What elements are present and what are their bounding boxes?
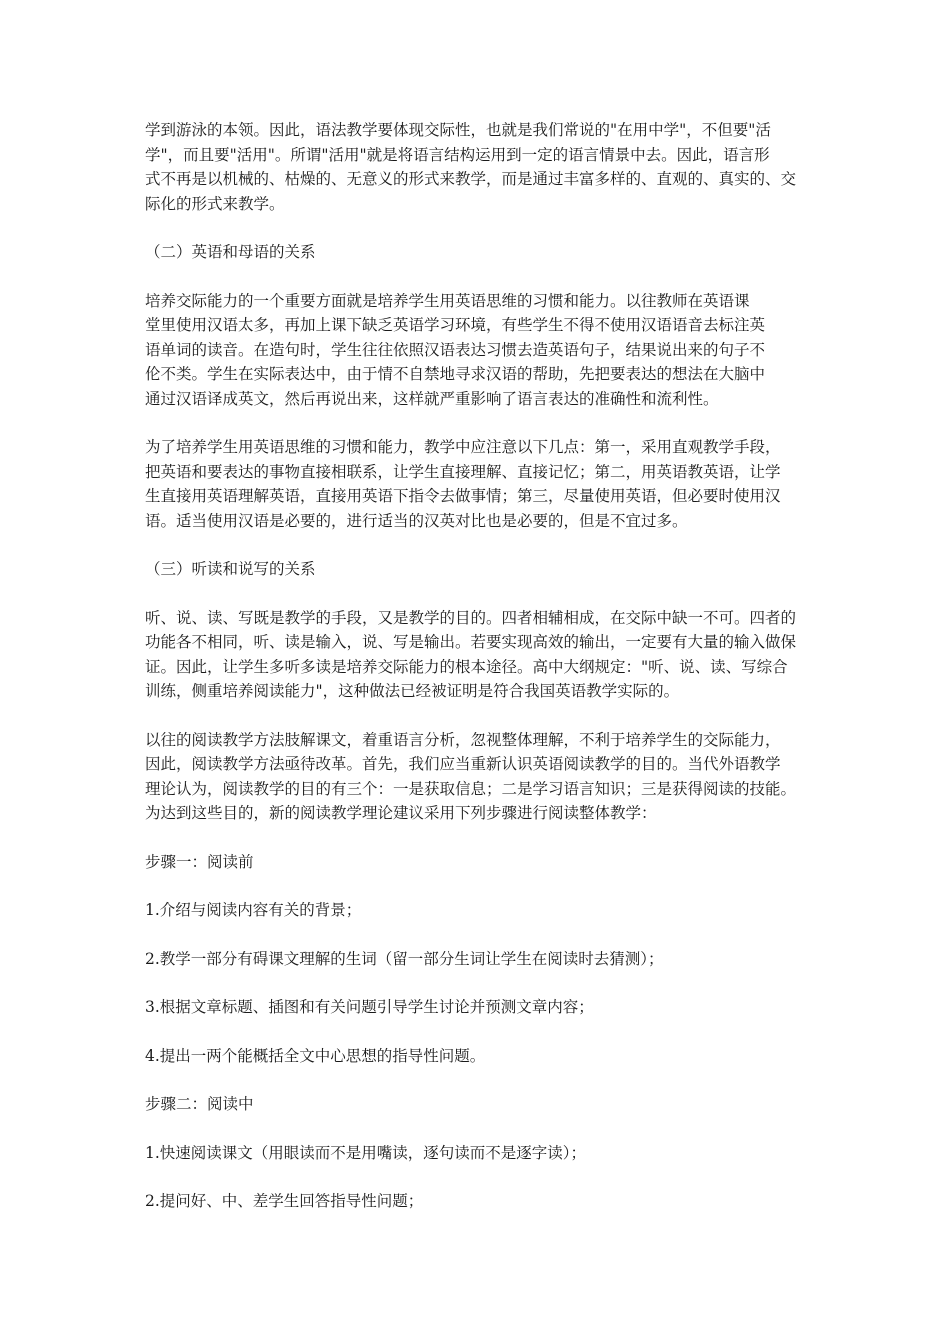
- list-item: 1.快速阅读课文（用眼读而不是用嘴读，逐句读而不是逐字读）；: [145, 1143, 587, 1162]
- paragraph-reading-reform: [145, 728, 817, 826]
- text-line: 伦不类。学生在实际表达中，由于情不自禁地寻求汉语的帮助，先把要表达的想法在大脑中: [145, 365, 766, 383]
- text-line: 以往的阅读教学方法肢解课文，着重语言分析，忽视整体理解，不利于培养学生的交际能力，: [145, 730, 781, 749]
- text-line: 学"，而且要"活用"。所谓"活用"就是将语言结构运用到一定的语言情景中去。因此，语言形: [145, 145, 770, 164]
- text-line: 培养交际能力的一个重要方面就是培养学生用英语思维的习惯和能力。以往教师在英语课: [145, 291, 750, 310]
- text-line: 语单词的读音。在造句时，学生往往依照汉语表达习惯去造英语句子，结果说出来的句子不: [145, 340, 766, 359]
- step-heading-before-reading: 步骤一：阅读前: [145, 852, 254, 871]
- text-line: 生直接用英语理解英语，直接用英语下指令去做事情；第三，尽量使用英语，但必要时使用汉: [145, 487, 781, 505]
- paragraph-four-skills: [145, 606, 817, 704]
- text-line: 把英语和要表达的事物直接相联系，让学生直接理解、直接记忆；第二，用英语教英语，让学: [145, 462, 781, 481]
- text-line: 为达到这些目的，新的阅读教学理论建议采用下列步骤进行阅读整体教学：: [145, 804, 657, 822]
- text-line: 式不再是以机械的、枯燥的、无意义的形式来教学，而是通过丰富多样的、直观的、真实的、交: [145, 170, 797, 188]
- text-line: 学到游泳的本领。因此，语法教学要体现交际性，也就是我们常说的"在用中学"，不但要"活: [145, 121, 771, 139]
- text-line: 因此，阅读教学方法亟待改革。首先，我们应当重新认识英语阅读教学的目的。当代外语教学: [145, 755, 781, 773]
- list-item: 2.提问好、中、差学生回答指导性问题；: [145, 1192, 424, 1210]
- step-heading-during-reading: 步骤二：阅读中: [145, 1095, 254, 1113]
- paragraph-english-thinking: [145, 289, 817, 412]
- paragraph-grammar-communicative: [145, 118, 817, 216]
- paragraph-teaching-points: [145, 435, 817, 533]
- text-line: 功能各不相同，听、读是输入，说、写是输出。若要实现高效的输出，一定要有大量的输入做保: [145, 633, 797, 651]
- text-line: 堂里使用汉语太多，再加上课下缺乏英语学习环境，有些学生不得不使用汉语语音去标注英: [145, 316, 766, 334]
- list-item: 2.教学一部分有碍课文理解的生词（留一部分生词让学生在阅读时去猜测）；: [145, 949, 664, 968]
- text-line: 语。适当使用汉语是必要的，进行适当的汉英对比也是必要的，但是不宜过多。: [145, 511, 688, 530]
- text-line: 通过汉语译成英文，然后再说出来，这样就严重影响了语言表达的准确性和流利性。: [145, 389, 719, 408]
- document-page: [145, 118, 817, 1238]
- list-item: 4.提出一两个能概括全文中心思想的指导性问题。: [145, 1046, 486, 1065]
- list-item: 3.根据文章标题、插图和有关问题引导学生讨论并预测文章内容；: [145, 998, 594, 1016]
- text-line: 训练，侧重培养阅读能力"，这种做法已经被证明是符合我国英语教学实际的。: [145, 682, 680, 700]
- text-line: 证。因此，让学生多听多读是培养交际能力的根本途径。高中大纲规定："听、说、读、写综合: [145, 657, 788, 676]
- list-item: 1.介绍与阅读内容有关的背景；: [145, 901, 362, 919]
- text-line: 听、说、读、写既是教学的手段，又是教学的目的。四者相辅相成，在交际中缺一不可。四者的: [145, 608, 797, 627]
- section-heading-listening-reading: （三）听读和说写的关系: [145, 560, 316, 578]
- text-line: 为了培养学生用英语思维的习惯和能力，教学中应注意以下几点：第一，采用直观教学手段，: [145, 438, 781, 456]
- section-heading-english-mother-tongue: （二）英语和母语的关系: [145, 243, 316, 261]
- text-line: 理论认为，阅读教学的目的有三个：一是获取信息；二是学习语言知识；三是获得阅读的技能。: [145, 779, 797, 798]
- text-line: 际化的形式来教学。: [145, 194, 285, 213]
